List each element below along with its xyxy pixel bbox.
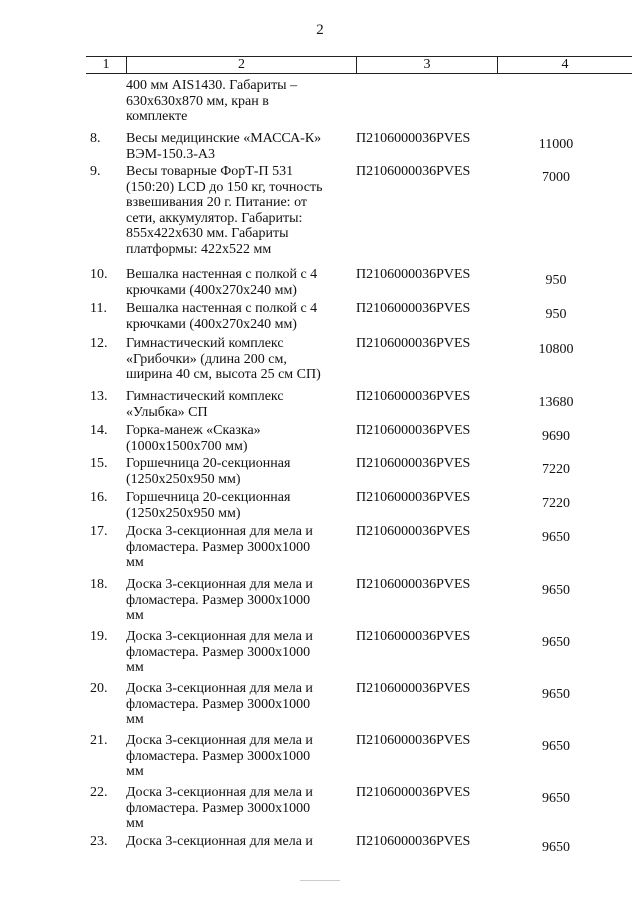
description-line: Горка-манеж «Сказка» bbox=[126, 423, 261, 438]
page-number: 2 bbox=[316, 22, 324, 38]
row-price: 7220 bbox=[542, 496, 570, 511]
description-line: 400 мм AIS1430. Габариты – bbox=[126, 78, 298, 93]
description-line: Весы товарные ФорТ-П 531 bbox=[126, 164, 294, 179]
description-line: (1250x250x950 мм) bbox=[126, 471, 241, 487]
row-code: П2106000036PVES bbox=[356, 456, 471, 471]
row-code: П2106000036PVES bbox=[356, 629, 471, 644]
row-description bbox=[126, 681, 352, 728]
row-code: П2106000036PVES bbox=[356, 834, 471, 849]
row-number: 15. bbox=[90, 456, 108, 471]
row-number: 21. bbox=[90, 733, 108, 748]
row-number: 18. bbox=[90, 577, 108, 592]
row-price: 950 bbox=[545, 307, 567, 322]
row-number: 20. bbox=[90, 681, 108, 696]
table-row bbox=[0, 456, 640, 487]
row-description bbox=[126, 490, 352, 521]
description-line: 630x630x870 мм, кран в bbox=[126, 93, 269, 109]
row-code: П2106000036PVES bbox=[356, 524, 471, 539]
row-description bbox=[126, 834, 352, 850]
description-line: Доска 3-секционная для мела и bbox=[126, 733, 313, 748]
row-code: П2106000036PVES bbox=[356, 301, 471, 316]
page-footer-mark bbox=[300, 880, 340, 881]
description-line: Весы медицинские «МАССА-К» bbox=[126, 131, 322, 146]
row-description bbox=[126, 301, 352, 332]
row-price: 9650 bbox=[542, 687, 570, 702]
description-line: Вешалка настенная с полкой с 4 bbox=[126, 301, 318, 316]
row-price: 9650 bbox=[542, 635, 570, 650]
description-line: мм bbox=[126, 712, 144, 727]
table-row bbox=[0, 164, 640, 257]
table-row bbox=[0, 834, 640, 855]
table-header bbox=[86, 56, 632, 74]
row-price: 9650 bbox=[542, 583, 570, 598]
table-row bbox=[0, 577, 640, 624]
row-code: П2106000036PVES bbox=[356, 577, 471, 592]
description-line: мм bbox=[126, 555, 144, 570]
row-code: П2106000036PVES bbox=[356, 733, 471, 748]
row-number: 17. bbox=[90, 524, 108, 539]
row-price: 7000 bbox=[542, 170, 570, 185]
row-price: 9690 bbox=[542, 429, 570, 444]
description-line: мм bbox=[126, 608, 144, 623]
row-number: 19. bbox=[90, 629, 108, 644]
description-line: фломастера. Размер 3000x1000 bbox=[126, 592, 311, 608]
row-number: 22. bbox=[90, 785, 108, 800]
description-line: ВЭМ-150.3-А3 bbox=[126, 146, 215, 162]
description-line: сети, аккумулятор. Габариты: bbox=[126, 210, 303, 226]
table-row bbox=[0, 301, 640, 332]
description-line: «Грибочки» (длина 200 см, bbox=[126, 351, 287, 367]
row-description bbox=[126, 524, 352, 571]
row-description bbox=[126, 423, 352, 454]
description-line: Доска 3-секционная для мела и bbox=[126, 834, 313, 849]
description-line: Доска 3-секционная для мела и bbox=[126, 785, 313, 800]
description-line: взвешивания 20 г. Питание: от bbox=[126, 195, 308, 210]
description-line: Горшечница 20-секционная bbox=[126, 456, 291, 471]
description-line: Вешалка настенная с полкой с 4 bbox=[126, 267, 318, 282]
description-line: фломастера. Размер 3000x1000 bbox=[126, 539, 311, 555]
description-line: «Улыбка» СП bbox=[126, 404, 208, 420]
table-row bbox=[0, 389, 640, 420]
row-description bbox=[126, 389, 352, 420]
description-line: Доска 3-секционная для мела и bbox=[126, 681, 313, 696]
description-line: мм bbox=[126, 816, 144, 831]
row-number: 12. bbox=[90, 336, 108, 351]
description-line: мм bbox=[126, 764, 144, 779]
description-line: крючками (400x270x240 мм) bbox=[126, 316, 297, 332]
row-code: П2106000036PVES bbox=[356, 336, 471, 351]
row-price: 9650 bbox=[542, 530, 570, 545]
row-code: П2106000036PVES bbox=[356, 490, 471, 505]
row-description bbox=[126, 131, 352, 162]
description-line: (150:20) LCD до 150 кг, точность bbox=[126, 179, 323, 195]
row-code: П2106000036PVES bbox=[356, 267, 471, 282]
row-code: П2106000036PVES bbox=[356, 389, 471, 404]
header-col-4: 4 bbox=[561, 57, 569, 72]
row-price: 10800 bbox=[538, 342, 574, 357]
row-price: 7220 bbox=[542, 462, 570, 477]
table-row bbox=[0, 423, 640, 454]
row-description bbox=[126, 577, 352, 624]
row-number: 8. bbox=[90, 131, 101, 146]
row-description bbox=[126, 267, 352, 298]
row-description bbox=[126, 733, 352, 780]
row-number: 11. bbox=[90, 301, 107, 316]
row-description bbox=[126, 785, 352, 832]
row-description bbox=[126, 629, 352, 676]
description-line: Горшечница 20-секционная bbox=[126, 490, 291, 505]
row-code: П2106000036PVES bbox=[356, 423, 471, 438]
table-row bbox=[0, 629, 640, 676]
description-line: (1250x250x950 мм) bbox=[126, 505, 241, 521]
row-description bbox=[126, 164, 352, 257]
description-line: 855x422x630 мм. Габариты bbox=[126, 226, 289, 241]
description-line: Доска 3-секционная для мела и bbox=[126, 629, 313, 644]
description-line: комплекте bbox=[126, 109, 188, 124]
row-code: П2106000036PVES bbox=[356, 681, 471, 696]
header-col-3: 3 bbox=[423, 57, 431, 72]
description-line: Гимнастический комплекс bbox=[126, 389, 284, 404]
table-row bbox=[0, 681, 640, 728]
table-row bbox=[0, 524, 640, 571]
header-col-2: 2 bbox=[238, 57, 245, 72]
row-price: 11000 bbox=[538, 137, 574, 152]
header-col-1: 1 bbox=[102, 57, 110, 72]
table-row bbox=[0, 78, 640, 125]
row-price: 9650 bbox=[542, 739, 570, 754]
description-line: платформы: 422x522 мм bbox=[126, 241, 272, 257]
row-description bbox=[126, 336, 352, 383]
row-number: 14. bbox=[90, 423, 108, 438]
row-code: П2106000036PVES bbox=[356, 785, 471, 800]
description-line: мм bbox=[126, 660, 144, 675]
row-description bbox=[126, 78, 352, 125]
row-number: 23. bbox=[90, 834, 108, 849]
description-line: Доска 3-секционная для мела и bbox=[126, 577, 313, 592]
row-number: 16. bbox=[90, 490, 108, 505]
description-line: ширина 40 см, высота 25 см СП) bbox=[126, 367, 321, 382]
row-price: 9650 bbox=[542, 840, 570, 855]
row-price: 13680 bbox=[538, 395, 574, 410]
description-line: фломастера. Размер 3000x1000 bbox=[126, 800, 311, 816]
row-description bbox=[126, 456, 352, 487]
row-code: П2106000036PVES bbox=[356, 131, 471, 146]
description-line: Доска 3-секционная для мела и bbox=[126, 524, 313, 539]
description-line: (1000x1500x700 мм) bbox=[126, 438, 248, 454]
row-code: П2106000036PVES bbox=[356, 164, 471, 179]
table-row bbox=[0, 131, 640, 162]
row-number: 13. bbox=[90, 389, 108, 404]
description-line: крючками (400x270x240 мм) bbox=[126, 282, 297, 298]
table-row bbox=[0, 267, 640, 298]
row-price: 950 bbox=[545, 273, 567, 288]
description-line: фломастера. Размер 3000x1000 bbox=[126, 696, 311, 712]
row-number: 9. bbox=[90, 164, 101, 179]
table-row bbox=[0, 336, 640, 383]
table-row bbox=[0, 733, 640, 780]
row-number: 10. bbox=[90, 267, 108, 282]
description-line: фломастера. Размер 3000x1000 bbox=[126, 644, 311, 660]
table-row bbox=[0, 490, 640, 521]
description-line: Гимнастический комплекс bbox=[126, 336, 284, 351]
row-price: 9650 bbox=[542, 791, 570, 806]
description-line: фломастера. Размер 3000x1000 bbox=[126, 748, 311, 764]
table-row bbox=[0, 785, 640, 832]
